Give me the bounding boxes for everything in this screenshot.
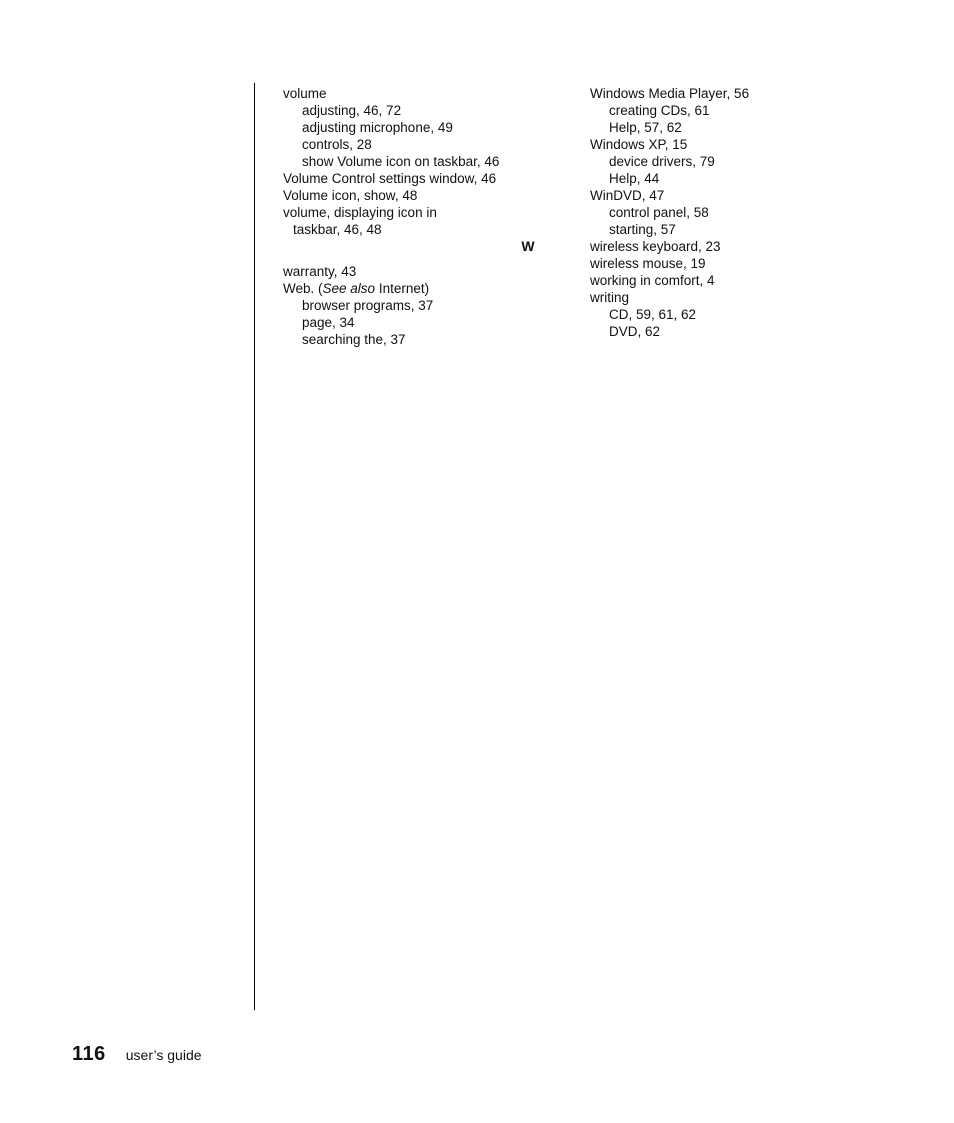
index-subentry: CD, 59, 61, 62 — [609, 307, 697, 322]
index-column-right — [590, 85, 880, 340]
index-entry-continuation: taskbar, 46, 48 — [293, 222, 382, 237]
web-suffix: Internet) — [375, 281, 430, 296]
index-subentry: Help, 44 — [609, 171, 660, 186]
index-subentry: starting, 57 — [609, 222, 676, 237]
see-also-text: See also — [322, 281, 376, 296]
page-number: 116 — [72, 1043, 106, 1065]
index-entry: volume, displaying icon in — [283, 205, 437, 220]
page-footer — [72, 1043, 202, 1069]
index-subentry: adjusting, 46, 72 — [302, 103, 402, 118]
index-subentry: DVD, 62 — [609, 324, 661, 339]
footer-label: user’s guide — [125, 1047, 202, 1063]
index-entry: Volume Control settings window, 46 — [283, 171, 497, 186]
index-entry: Windows XP, 15 — [590, 137, 688, 152]
index-subentry: adjusting microphone, 49 — [302, 120, 453, 135]
column-divider-rule — [254, 83, 255, 1010]
index-subentry: control panel, 58 — [609, 205, 709, 220]
index-entry: wireless mouse, 19 — [590, 256, 706, 271]
index-subentry: searching the, 37 — [302, 332, 406, 347]
index-subentry: controls, 28 — [302, 137, 372, 152]
index-entry-web — [283, 280, 553, 297]
index-subentry: Help, 57, 62 — [609, 120, 682, 135]
index-entry: working in comfort, 4 — [590, 273, 715, 288]
index-column-left — [283, 85, 553, 348]
index-entry: wireless keyboard, 23 — [590, 239, 721, 254]
index-subentry: device drivers, 79 — [609, 154, 715, 169]
index-entry: writing — [590, 290, 630, 305]
index-subentry: show Volume icon on taskbar, 46 — [302, 154, 500, 169]
index-subentry: browser programs, 37 — [302, 298, 434, 313]
section-letter-heading — [283, 238, 535, 255]
index-subentry: page, 34 — [302, 315, 355, 330]
index-entry: Volume icon, show, 48 — [283, 188, 418, 203]
section-letter: W — [521, 238, 535, 254]
web-prefix: Web. ( — [283, 281, 323, 296]
index-entry: WinDVD, 47 — [590, 188, 665, 203]
index-entry: Windows Media Player, 56 — [590, 86, 750, 101]
index-entry: volume — [283, 86, 327, 101]
index-subentry: creating CDs, 61 — [609, 103, 710, 118]
index-entry: warranty, 43 — [283, 264, 357, 279]
